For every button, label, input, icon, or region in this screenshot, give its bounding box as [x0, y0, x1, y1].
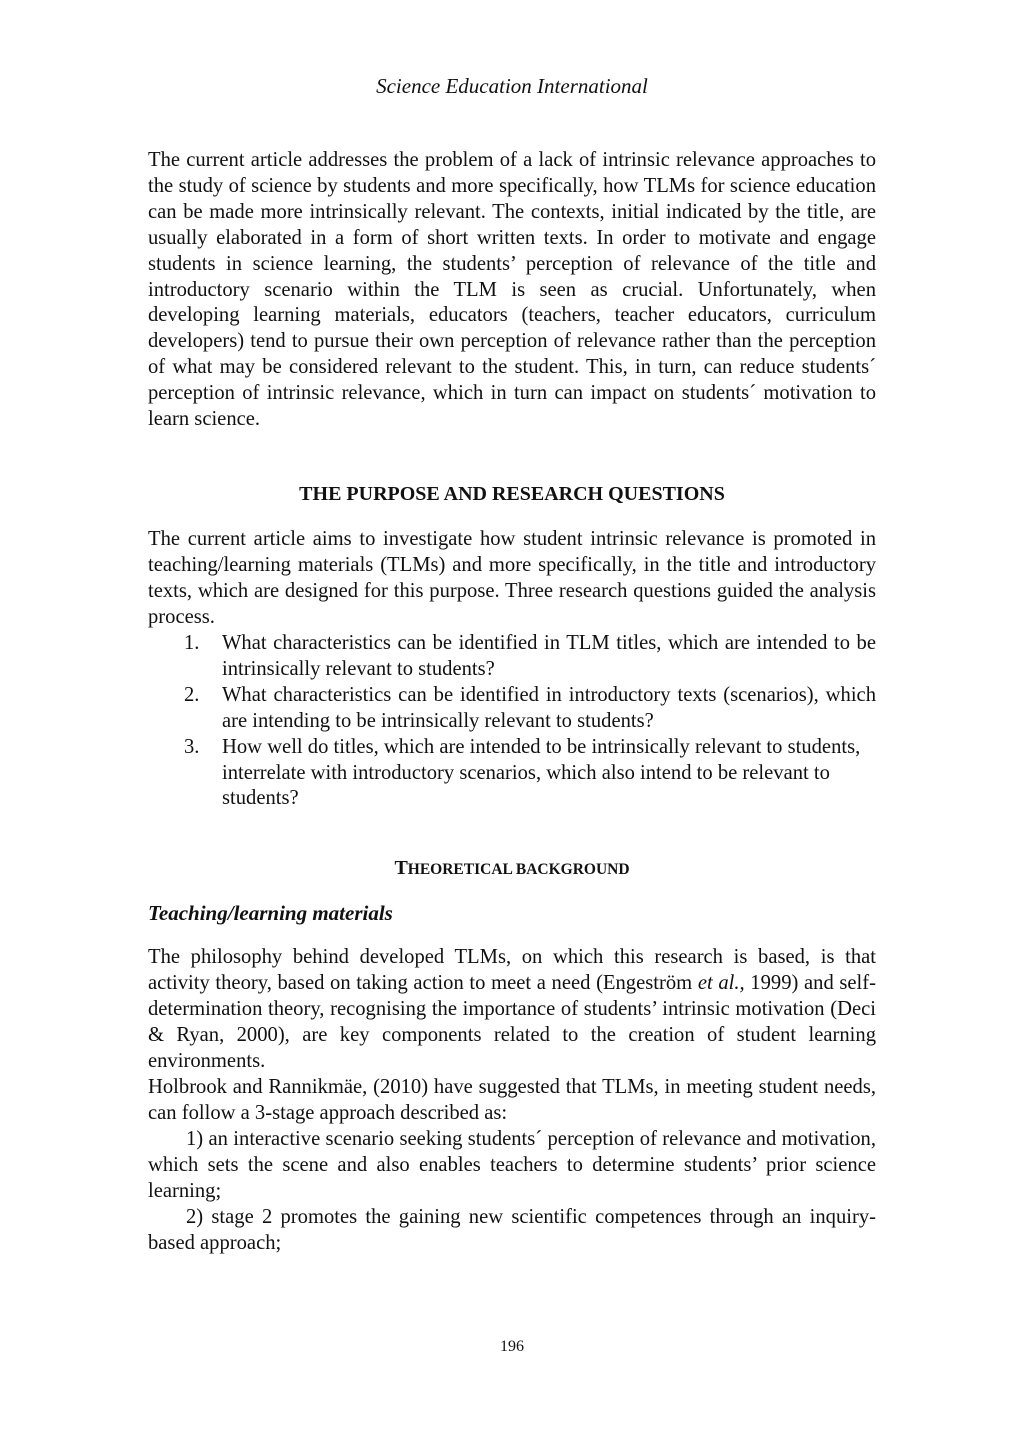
research-questions-list	[148, 631, 876, 812]
stage-2-item: 2) stage 2 promotes the gaining new scientific competences through an inquiry-based approach;	[148, 1206, 876, 1254]
document-page	[148, 0, 876, 1454]
theory-text-end: 1999) and self- determination theory, recognising the importance of students’ intrinsic motivation (Deci & Ryan, 2000), are key components related to the creation of student learning environments.	[148, 971, 876, 1072]
research-question	[148, 683, 876, 735]
heading-remainder: HEORETICAL BACKGROUND	[407, 861, 630, 878]
intro-paragraph: The current article addresses the problem of a lack of intrinsic relevance approaches to the study of science by students and more specifically, how TLMs for science education can be made more intrinsically relevant. The contexts, initial indicated by the title, are usually elaborated in a form of short written texts. In order to motivate and engage students in science learning, the students’ perception of relevance of the title and introductory scenario within the TLM is seen as crucial. Unfortunately, when developing learning materials, educators (teachers, teacher educators, curriculum developers) tend to pursue their own perception of relevance rather than the perception of what may be considered relevant to the student. This, in turn, can reduce students´ perception of intrinsic relevance, which in turn can impact on students´ motivation to learn science.	[148, 149, 876, 431]
question-number: 1.	[184, 632, 200, 654]
question-text: What characteristics can be identified in introductory texts (scenarios), which are intending to be intrinsically relevant to students?	[222, 683, 876, 732]
research-question	[148, 735, 876, 813]
section-heading-purpose: THE PURPOSE AND RESEARCH QUESTIONS	[299, 483, 725, 505]
question-number: 3.	[184, 735, 200, 758]
question-number: 2.	[184, 683, 200, 706]
question-text: How well do titles, which are intended to be intrinsically relevant to students, interrelate with introductory scenarios, which also intend to be relevant to students?	[222, 735, 861, 810]
research-question	[148, 631, 876, 683]
section-heading-theory	[148, 855, 876, 883]
citation-etal: et al.,	[697, 971, 745, 994]
purpose-paragraph: The current article aims to investigate how student intrinsic relevance is promoted in teaching/learning materials (TLMs) and more specifically, in the title and introductory texts, which are designed for this purpose. Three research questions guided the analysis process.	[148, 528, 876, 628]
approach-paragraph: Holbrook and Rannikmäe, (2010) have suggested that TLMs, in meeting student needs, can follow a 3-stage approach described as:	[148, 1076, 876, 1124]
running-head: Science Education International	[376, 74, 648, 98]
heading-initial: T	[394, 857, 408, 879]
stage-1-item: 1) an interactive scenario seeking students´ perception of relevance and motivation, which sets the scene and also enables teachers to determine students’ prior science learning;	[148, 1128, 876, 1202]
theory-paragraph	[148, 945, 876, 1075]
question-text: What characteristics can be identified in TLM titles, which are intended to be intrinsically relevant to students?	[222, 632, 876, 680]
theory-text-start: The philosophy behind developed TLMs, on which this research is based, is that activity theory, based on taking action to meet a need (Engeström	[148, 946, 876, 994]
subsection-heading: Teaching/learning materials	[148, 901, 393, 925]
page-number: 196	[500, 1338, 524, 1355]
